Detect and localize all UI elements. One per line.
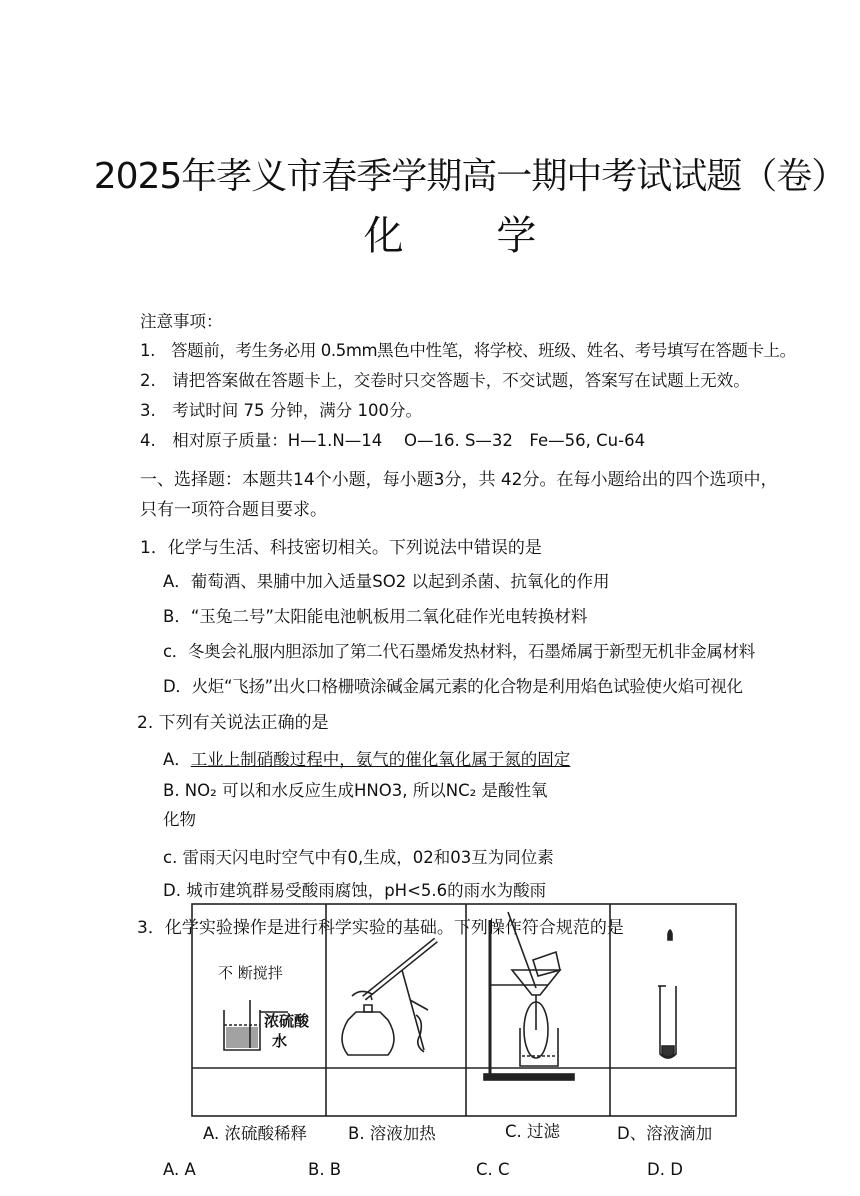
q1-option-b: B．“玉兔二号”太阳能电池帆板用二氧化硅作光电转换材料 <box>163 607 588 626</box>
note-item-4: 4. 相对原子质量：H—1.N—14 O—16. S—32 Fe—56, Cu-64 <box>140 431 646 450</box>
q3-stem: 3．化学实验操作是进行科学实验的基础。下列操作符合规范的是 <box>137 918 624 938</box>
note-item-3: 3. 考试时间 75 分钟，满分 100分。 <box>140 401 422 420</box>
exam-title: 2025年孝义市春季学期高一期中考试试题（卷） <box>93 156 847 197</box>
q3-option-b: B. B <box>308 1160 342 1179</box>
q3-caption-d: D、溶液滴加 <box>617 1124 713 1143</box>
notes-heading: 注意事项： <box>140 312 223 331</box>
q2-option-c: c. 雷雨天闪电时空气中有0,生成，02和03互为同位素 <box>163 848 554 867</box>
q3-figure <box>188 900 740 1120</box>
figure-frame <box>192 904 736 1116</box>
q2-option-d: D. 城市建筑群易受酸雨腐蚀，pH<5.6的雨水为酸雨 <box>163 881 547 900</box>
q3-caption-c: C. 过滤 <box>505 1122 561 1141</box>
panel-c-filtration <box>484 912 574 1080</box>
q3-option-c: C. C <box>476 1160 510 1179</box>
note-item-2: 2. 请把答案做在答题卡上，交卷时只交答题卡，不交试题，答案写在试题上无效。 <box>140 371 750 390</box>
q2-option-a <box>163 746 570 770</box>
label-water: 水 <box>272 1032 288 1050</box>
panel-d-dropping <box>620 930 726 1066</box>
section-heading-line1: 一、选择题：本题共14个小题，每小题3分，共 42分。在每小题给出的四个选项中， <box>140 470 778 490</box>
q2-option-b-line2: 化物 <box>163 810 196 829</box>
subject-title: 化 学 <box>363 213 577 259</box>
q2-option-b-line1: B. NO₂ 可以和水反应生成HNO3, 所以NC₂ 是酸性氧 <box>163 781 548 800</box>
q3-option-a: A. A <box>163 1160 196 1179</box>
label-stir: 不 断搅拌 <box>218 964 283 982</box>
q3-option-d: D. D <box>647 1160 683 1179</box>
q1-option-d: D．火炬“飞扬”出火口格栅喷涂碱金属元素的化合物是利用焰色试验使火焰可视化 <box>163 677 743 696</box>
note-item-1: 1. 答题前，考生务必用 0.5mm黑色中性笔，将学校、班级、姓名、考号填写在答题卡上。 <box>140 341 796 360</box>
section-heading-line2: 只有一项符合题目要求。 <box>140 500 327 520</box>
q1-stem: 1．化学与生活、科技密切相关。下列说法中错误的是 <box>140 538 542 558</box>
q2-option-a-text: 工业上制硝酸过程中，氨气的催化氧化属于氮的固定 <box>190 750 571 769</box>
q1-option-c: c．冬奥会礼服内胆添加了第二代石墨烯发热材料，石墨烯属于新型无机非金属材料 <box>163 642 755 661</box>
q3-caption-b: B. 溶液加热 <box>348 1124 436 1143</box>
panel-b-heating <box>342 940 436 1055</box>
q2-stem: 2. 下列有关说法正确的是 <box>137 713 329 733</box>
label-acid: 浓硫酸 <box>264 1012 310 1030</box>
q1-option-a: A．葡萄酒、果脯中加入适量SO2 以起到杀菌、抗氧化的作用 <box>163 572 610 591</box>
q3-caption-a: A. 浓硫酸稀释 <box>203 1124 307 1143</box>
q2-option-a-label: A． <box>163 750 191 769</box>
